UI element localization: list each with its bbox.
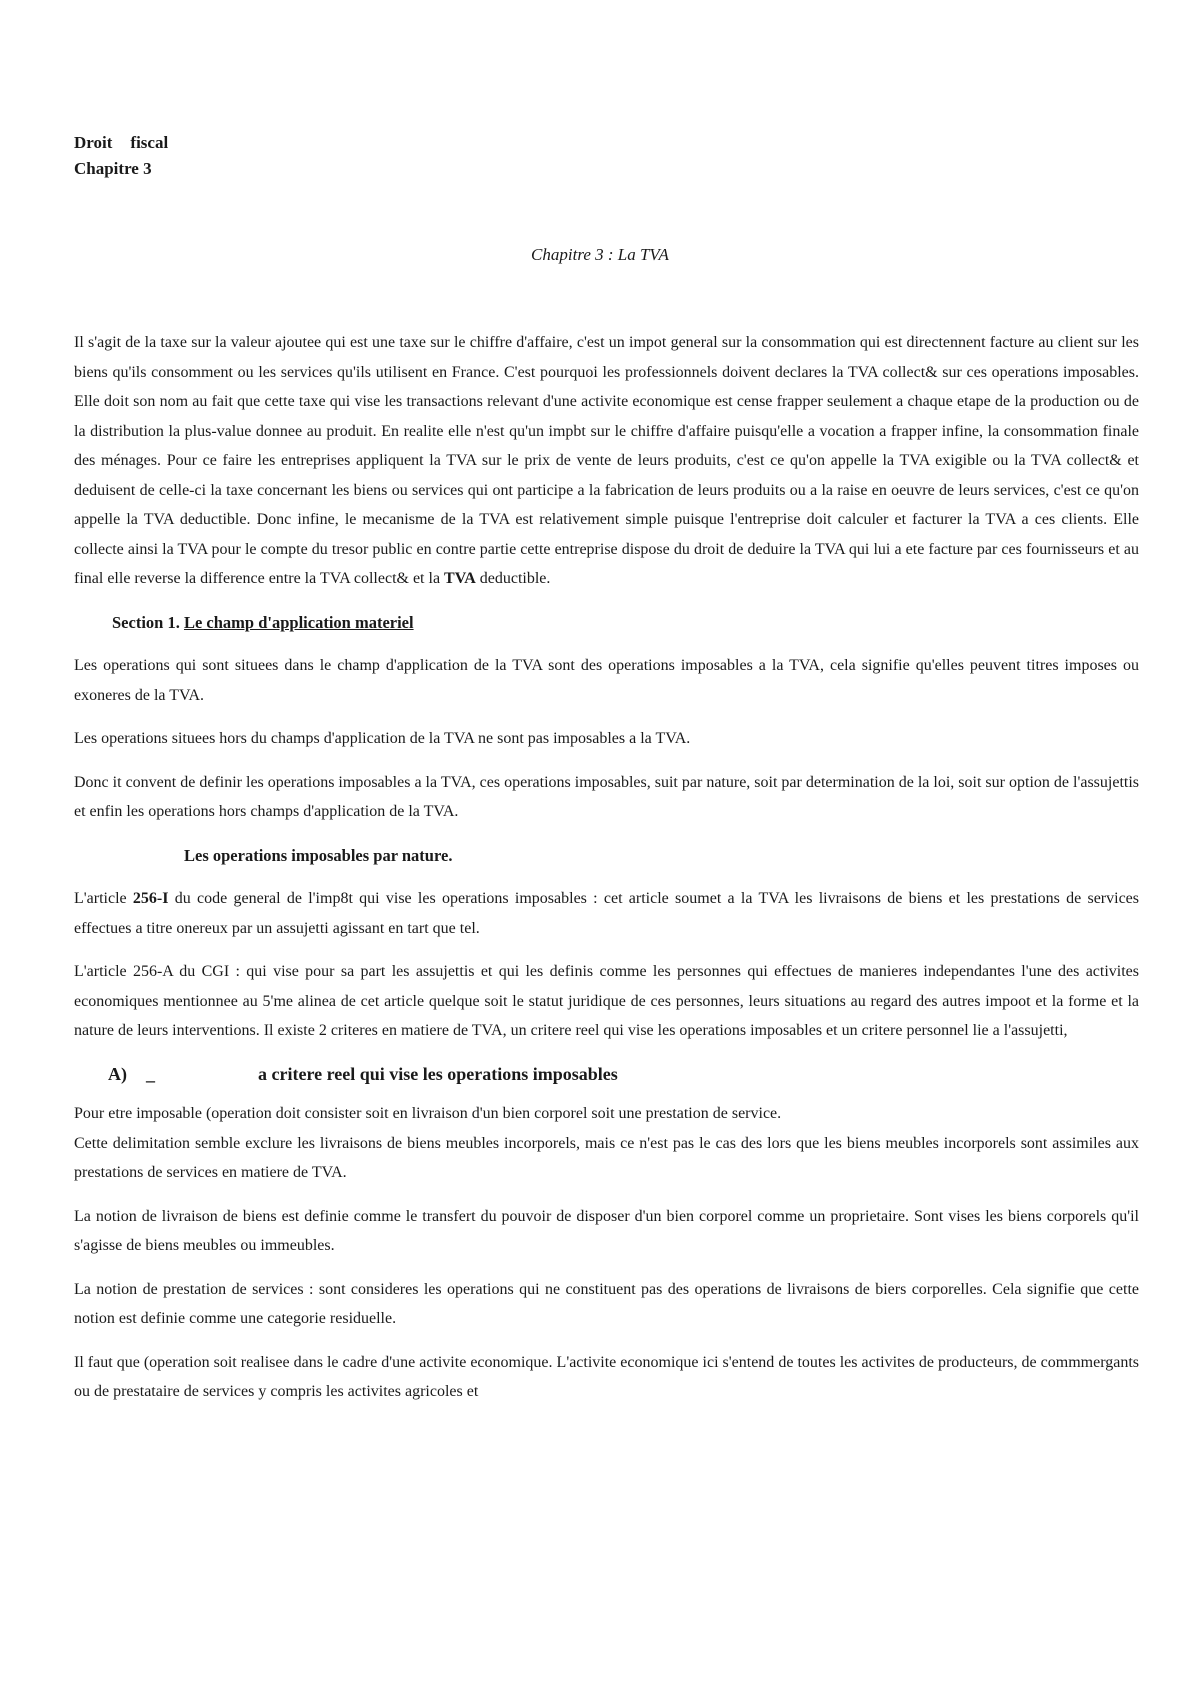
intro-paragraph <box>74 328 1139 594</box>
header-course-word1: Droit <box>74 133 113 152</box>
header-chapter: Chapitre 3 <box>74 159 152 178</box>
subsection-a-paragraph-1: Pour etre imposable (operation doit consister soit en livraison d'un bien corporel soit une prestation de service. <box>74 1105 782 1122</box>
section-1-paragraph-2: Les operations situees hors du champs d'application de la TVA ne sont pas imposables a la TVA. <box>74 730 691 747</box>
section-1-title: Le champ d'application materiel <box>183 612 414 632</box>
subsection-a-dash: _ <box>146 1063 155 1084</box>
header-course-line <box>74 130 168 156</box>
subsection-a-marker: A) <box>108 1063 127 1084</box>
document-header <box>74 130 168 182</box>
chapter-title: Chapitre 3 : La TVA <box>531 245 669 264</box>
article-256-number: 256-I <box>132 890 169 907</box>
subsection-a-paragraph-4: La notion de prestation de services : sont consideres les operations qui ne constituent pas des operations de livraisons de biers corporelles. Cela signifie que cette notion est definie comme une categorie residuelle. <box>74 1280 1139 1327</box>
intro-text-part2: deductible. <box>475 570 551 587</box>
article-256-text: du code general de l'imp8t qui vise les operations imposables : cet article soumet a la TVA les livraisons de biens et les prestations de services effectues a titre onereux par un assujetti agissant en tart que tel. <box>74 890 1139 937</box>
intro-text-bold: TVA <box>444 570 476 587</box>
document-body <box>74 328 1139 1421</box>
article-256-prefix: L'article <box>74 890 133 907</box>
section-1-paragraph-3: Donc it convent de definir les operations imposables a la TVA, ces operations imposables, suit par nature, soit par determination de la loi, soit sur option de l'assujettis et enfin les operations hors champs d'application de la TVA. <box>74 773 1139 820</box>
section-1-label: Section 1. <box>112 612 180 632</box>
article-256-paragraph <box>74 884 1139 943</box>
subsection-a-heading <box>74 1060 1139 1090</box>
article-256a-paragraph: L'article 256-A du CGI : qui vise pour sa part les assujettis et qui les definis comme les personnes qui effectues de manieres independantes l'une des activites economiques mentionnee au 5'me alinea de cet article quelque soit le statut juridique de ces personnes, leurs situations au regard des autres impoot et la forme et la nature de leurs interventions. Il existe 2 criteres en matiere de TVA, un critere reel qui vise les operations imposables et un critere personnel lie a l'assujetti, <box>74 963 1139 1039</box>
intro-text-part1: Il s'agit de la taxe sur la valeur ajoutee qui est une taxe sur le chiffre d'affaire, c'est un impot general sur la consommation qui est directennent facture au client sur les biens qu'ils consomment ou les services qu'ils utilisent en France. C'est pourquoi les professionnels doivent declares la TVA collect& sur ces operations imposables. Elle doit son nom au fait que cette taxe qui vise les transactions relevant d'une activite economique est cense frapper seulement a chaque etape de la production ou de la distribution la plus-value donnee au produit. En realite elle n'est qu'un impbt sur le chiffre d'affaire puisqu'elle a vocation a frapper infine, la consommation finale des ménages. Pour ce faire les entreprises appliquent la TVA sur le prix de vente de leurs produits, c'est ce qu'on appelle la TVA exigible ou la TVA collect& et deduisent de celle-ci la taxe concernant les biens ou services qui ont participe a la fabrication de leurs produits ou a la raise en oeuvre de leurs services, c'est ce qu'on appelle la TVA deductible. Donc infine, le mecanisme de la TVA est relativement simple puisque l'entreprise doit calculer et facturer la TVA a ces clients. Elle collecte ainsi la TVA pour le compte du tresor public en contre partie cette entreprise dispose du droit de deduire la TVA qui lui a ete facture par ces fournisseurs et au final elle reverse la difference entre la TVA collect& et la <box>74 334 1139 587</box>
subheading-imposables-par-nature: Les operations imposables par nature. <box>184 845 453 865</box>
section-1-paragraph-1: Les operations qui sont situees dans le champ d'application de la TVA sont des operations imposables a la TVA, cela signifie qu'elles peuvent titres imposes ou exoneres de la TVA. <box>74 657 1139 704</box>
subsection-a-paragraph-3: La notion de livraison de biens est definie comme le transfert du pouvoir de disposer d'un bien corporel comme un proprietaire. Sont vises les biens corporels qu'il s'agisse de biens meubles ou immeubles. <box>74 1207 1139 1254</box>
subsection-a-paragraph-5: Il faut que (operation soit realisee dans le cadre d'une activite economique. L'activite economique ici s'entend de toutes les activites de producteurs, de commmergants ou de prestataire de services y compris les activites agricoles et <box>74 1353 1139 1400</box>
section-1-heading <box>74 608 1139 638</box>
subsection-a-title: a critere reel qui vise les operations imposables <box>258 1063 618 1084</box>
header-course-word2: fiscal <box>130 133 169 152</box>
subsection-a-paragraph-2: Cette delimitation semble exclure les livraisons de biens meubles incorporels, mais ce n'est pas le cas des lors que les biens meubles incorporels sont assimiles aux prestations de services en matiere de TVA. <box>74 1134 1139 1181</box>
